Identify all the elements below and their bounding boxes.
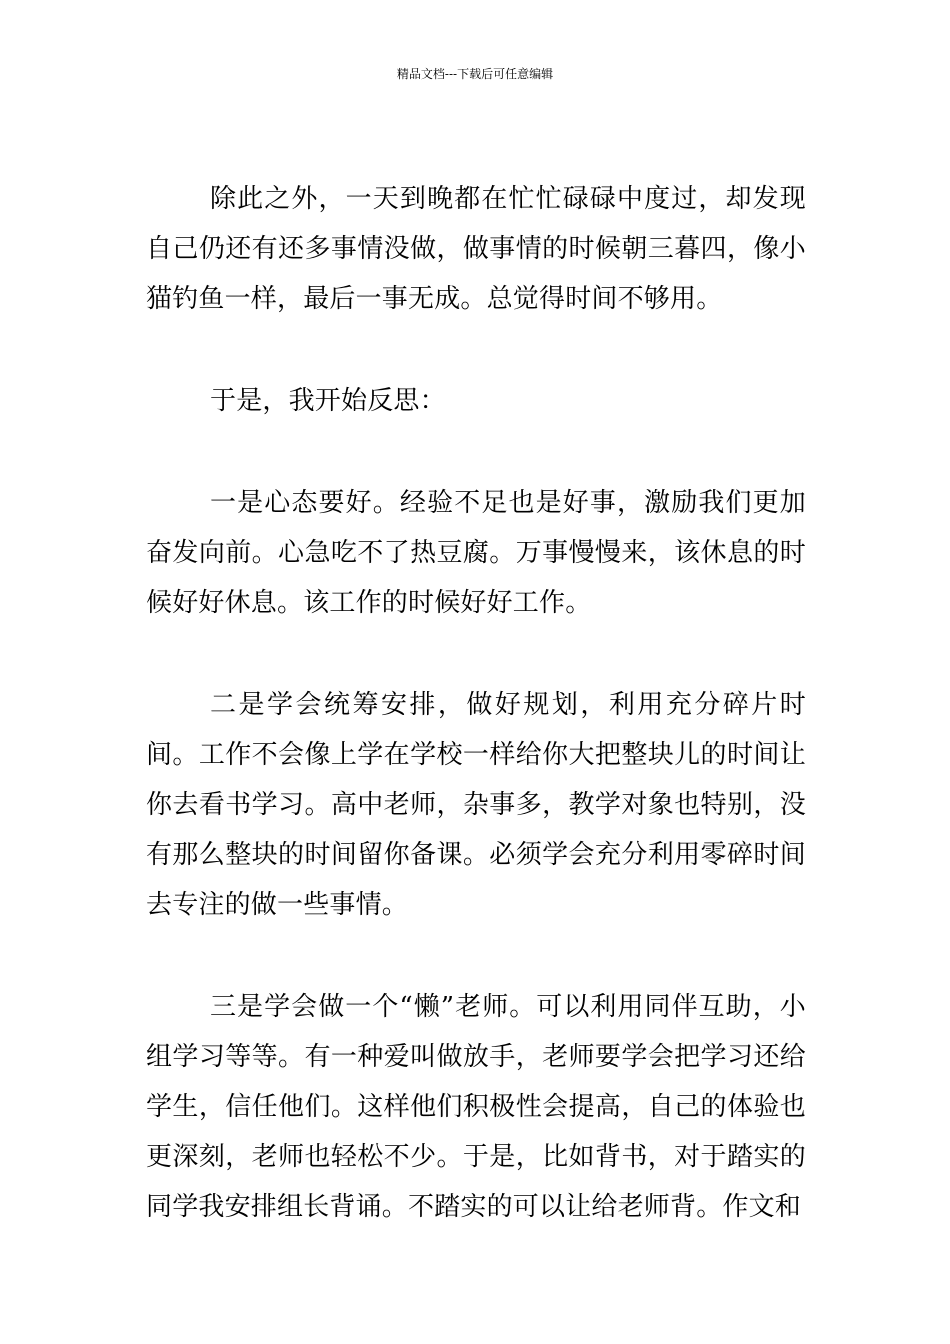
paragraph-5: 三是学会做一个“懒”老师。可以利用同伴互助，小组学习等等。有一种爱叫做放手，老师要学会把学习还给学生，信任他们。这样他们积极性会提高，自己的体验也更深刻，老师也轻松不少。于是，比如背书，对于踏实的同学我安排组长背诵。不踏实的可以让给老师背。作文和 [146,992,806,1222]
page-header: 精品文档---下载后可任意编辑 [396,67,554,81]
paragraph-4: 二是学会统筹安排，做好规划，利用充分碎片时间。工作不会像上学在学校一样给你大把整块儿的时间让你去看书学习。高中老师，杂事多，教学对象也特别，没有那么整块的时间留你备课。必须学会充分利用零碎时间去专注的做一些事情。 [146,690,806,920]
paragraph-1: 除此之外，一天到晚都在忙忙碌碌中度过，却发现自己仍还有还多事情没做，做事情的时候朝三暮四，像小猫钓鱼一样，最后一事无成。总觉得时间不够用。 [146,184,806,314]
paragraph-3: 一是心态要好。经验不足也是好事，激励我们更加奋发向前。心急吃不了热豆腐。万事慢慢来，该休息的时候好好休息。该工作的时候好好工作。 [146,488,806,618]
paragraph-2: 于是，我开始反思： [210,386,446,416]
document-body [146,174,806,1284]
